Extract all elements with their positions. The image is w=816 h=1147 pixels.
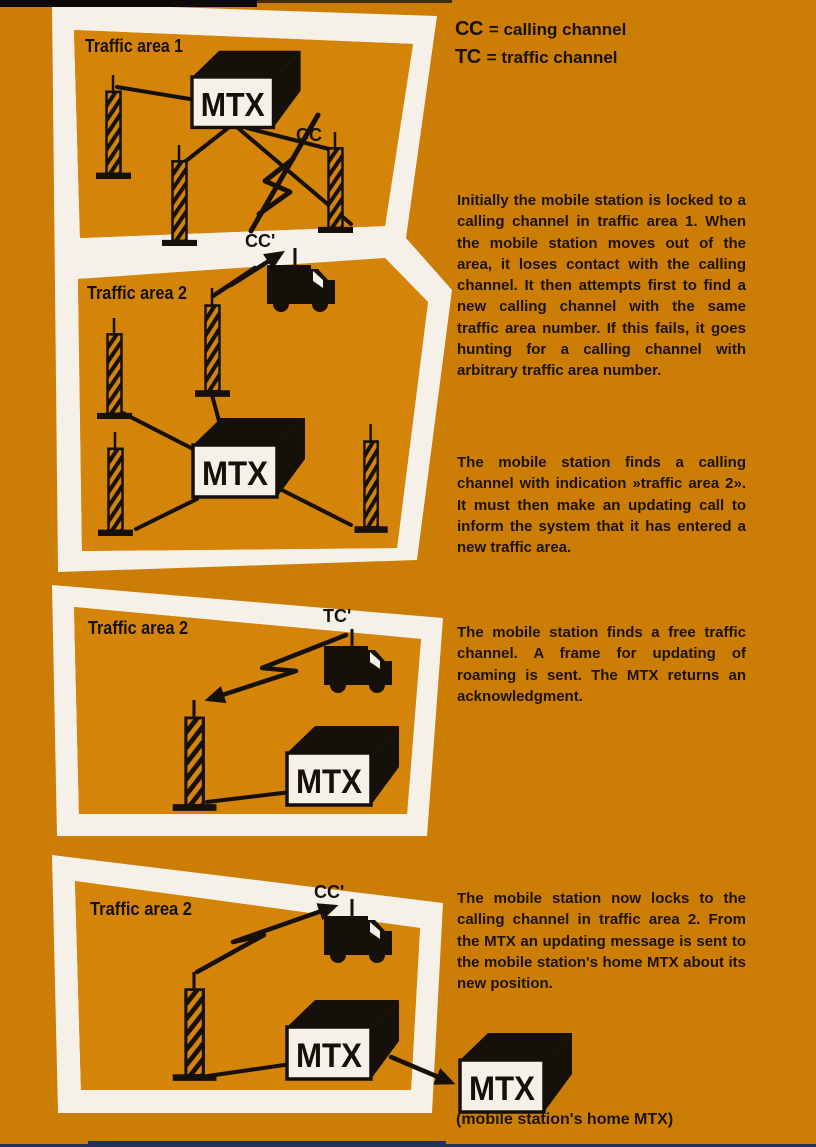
legend-cc-abbr: CC bbox=[455, 18, 483, 40]
legend bbox=[455, 16, 785, 72]
panel-3-title: Traffic area 2 bbox=[88, 618, 188, 638]
home-mtx-box bbox=[460, 1033, 572, 1112]
legend-row-cc bbox=[455, 16, 785, 44]
panel-2-title: Traffic area 2 bbox=[87, 283, 187, 303]
legend-cc-text: = calling channel bbox=[488, 20, 627, 39]
paragraph-3: The mobile station finds a free traffic channel. A frame for updating of roaming is sent. The MTX returns an acknowledgment. bbox=[457, 624, 746, 705]
legend-tc-abbr: TC bbox=[455, 46, 481, 68]
paragraph-4: The mobile station now locks to the calling channel in traffic area 2. From the MTX an updating message is sent to the mobile station's home MTX about its new position. bbox=[457, 890, 746, 993]
tc-prime-label: TC' bbox=[323, 606, 352, 626]
legend-tc-text: = traffic channel bbox=[486, 48, 618, 67]
legend-row-tc bbox=[455, 44, 785, 72]
diagram: MTX Traffic area 1 CC CC' Traffic area 2 Traffic area 2 TC' Traffic area 2 CC' bbox=[0, 0, 816, 1147]
page-bottom-bar bbox=[88, 1141, 446, 1147]
paragraph-1: Initially the mobile station is locked to a calling channel in traffic area 1. When the mobile station moves out of the area, it loses contact with the calling channel. It then attempts first to find a new calling channel with the same traffic area number. If this fails, it goes hunting for a calling channel with arbitrary traffic area number. bbox=[457, 192, 746, 380]
cc-prime-label: CC' bbox=[245, 231, 276, 251]
cc-prime-label: CC' bbox=[314, 882, 345, 902]
cc-label: CC bbox=[296, 125, 322, 145]
page-top-black-bar bbox=[0, 0, 257, 7]
panel-1-title: Traffic area 1 bbox=[85, 36, 183, 56]
paragraph-2: The mobile station finds a calling channel with indication »traffic area 2». It must then make an updating call to inform the system that it has entered a new traffic area. bbox=[457, 454, 746, 557]
panel-4-title: Traffic area 2 bbox=[90, 899, 192, 919]
home-mtx-caption: (mobile station's home MTX) bbox=[456, 1111, 674, 1128]
